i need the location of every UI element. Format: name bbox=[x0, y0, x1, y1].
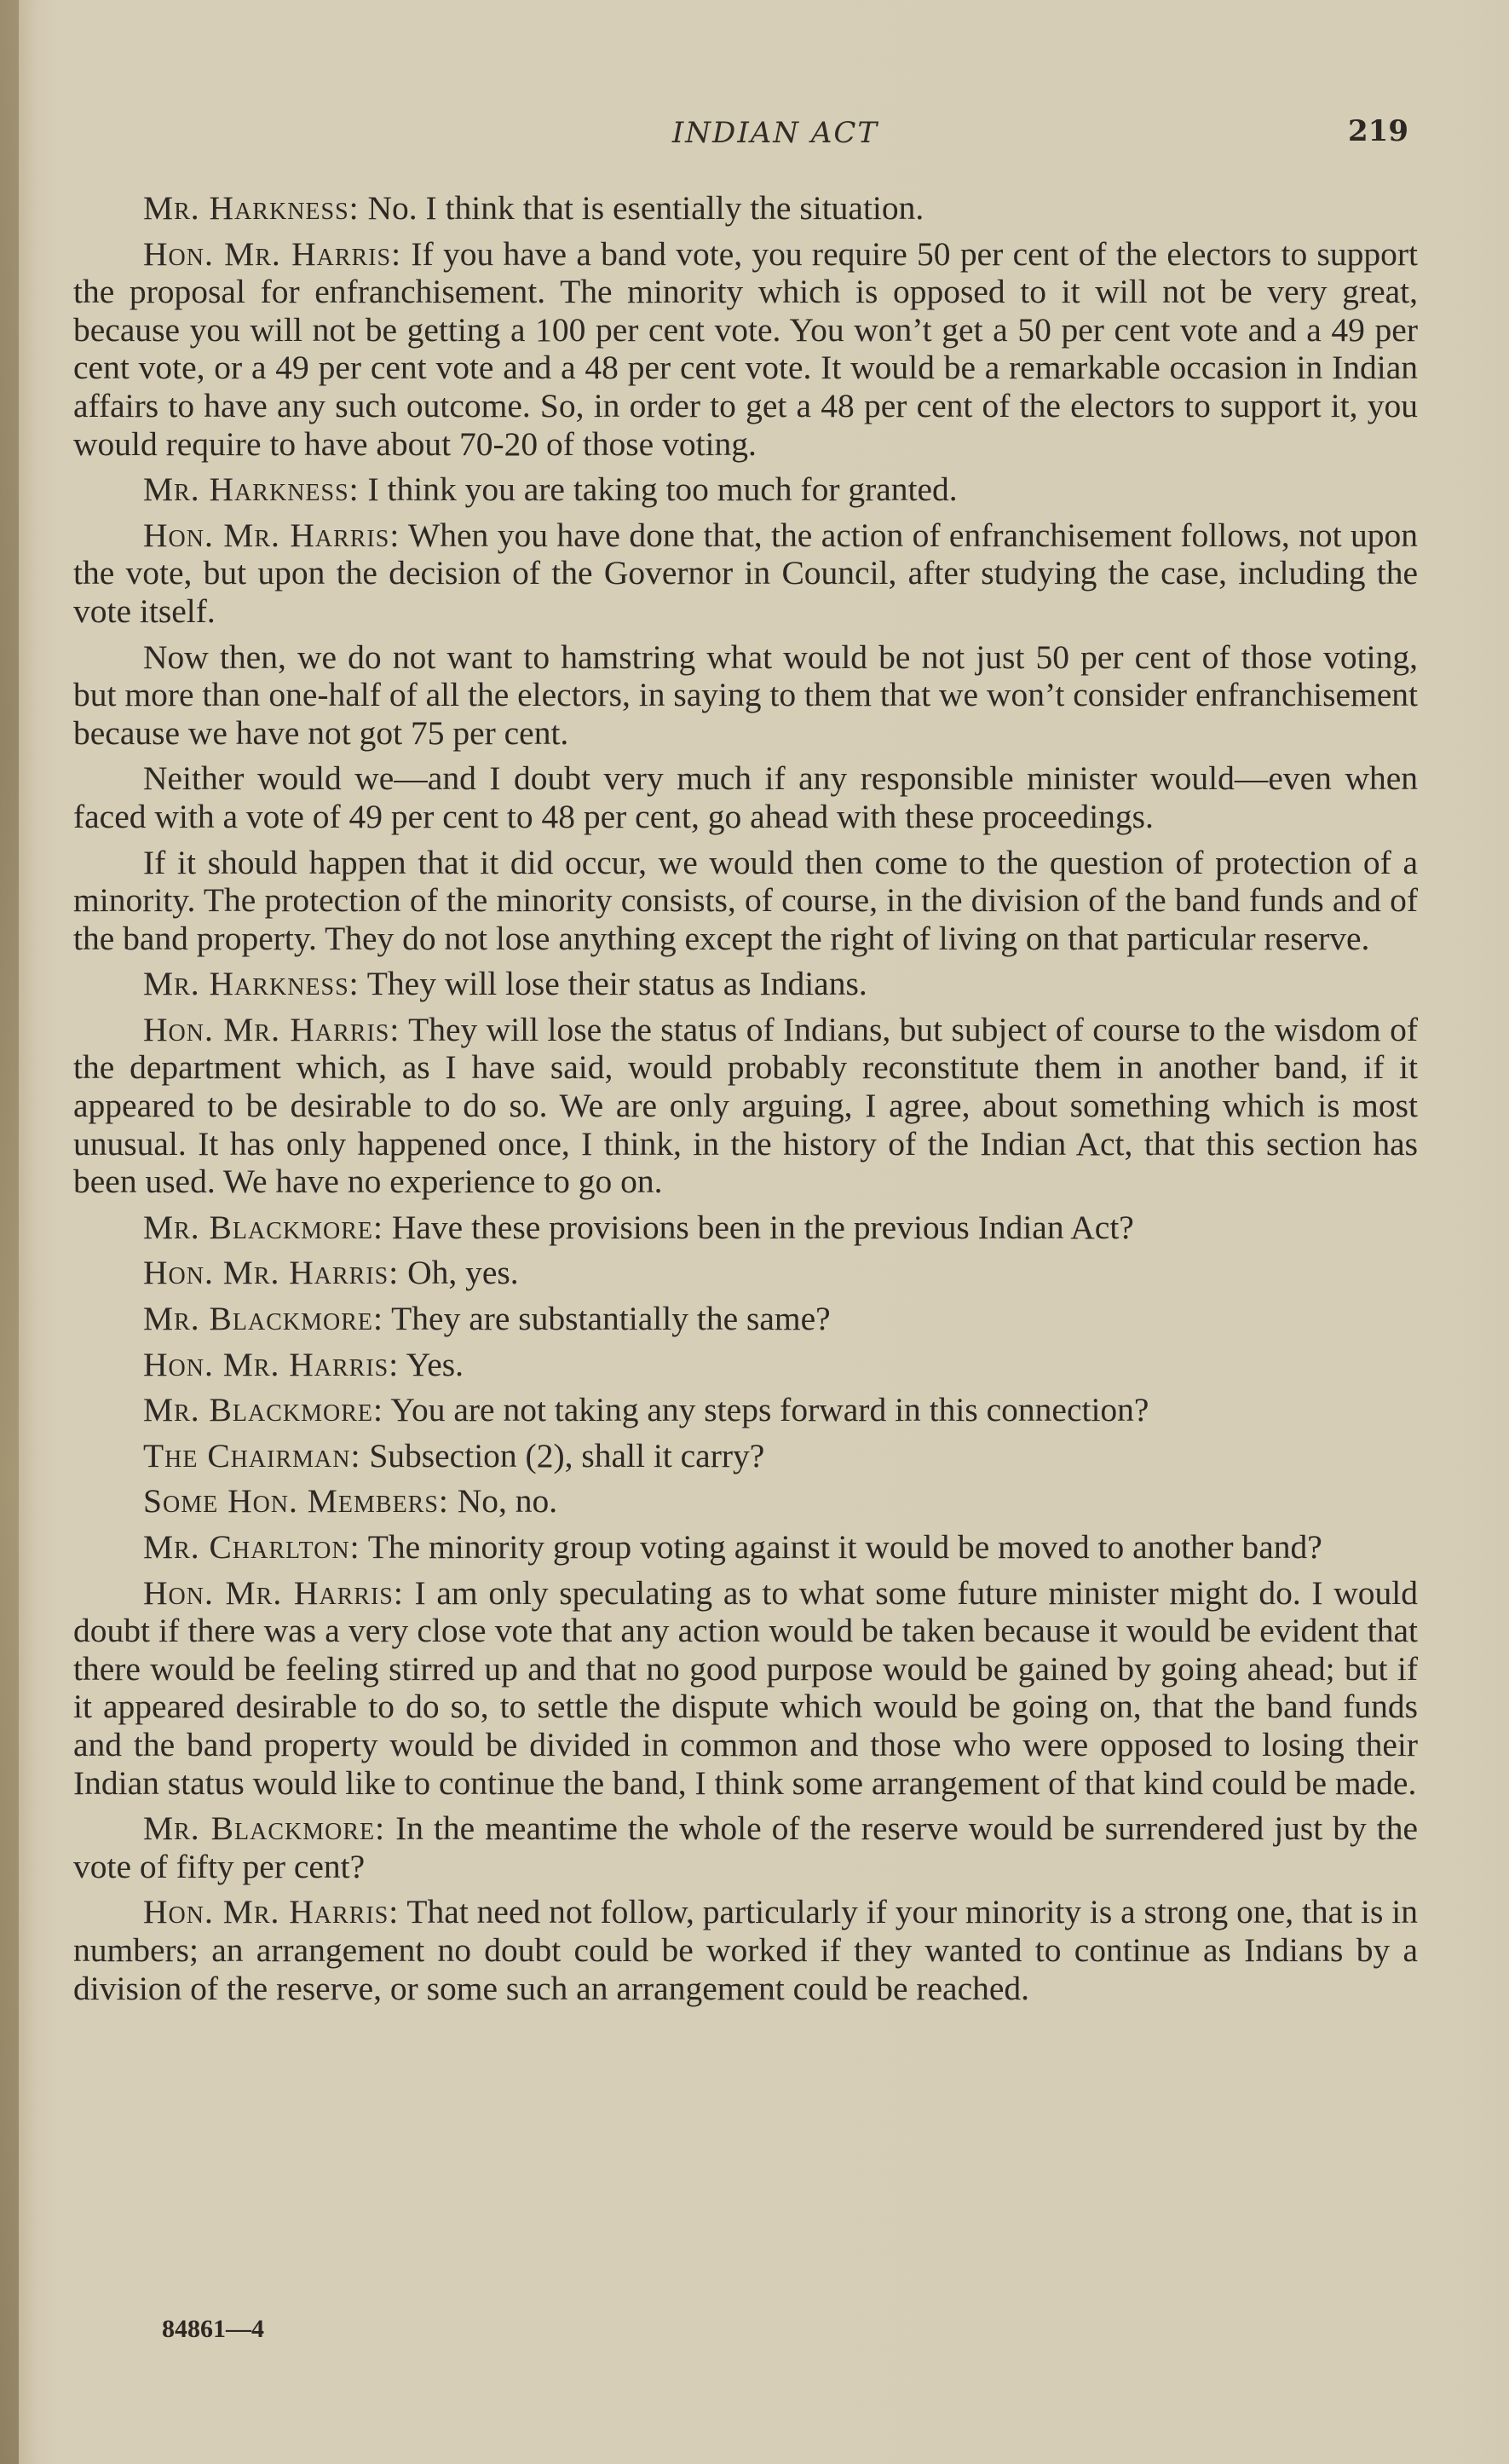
speaker-label: Mr. Blackmore: bbox=[143, 1391, 383, 1429]
speaker-label: Hon. Mr. Harris: bbox=[143, 1345, 400, 1383]
paragraph-4 bbox=[73, 516, 1418, 631]
speaker-label: Hon. Mr. Harris: bbox=[143, 234, 402, 273]
paragraph-text: Subsection (2), shall it carry? bbox=[360, 1436, 765, 1474]
running-title: INDIAN ACT bbox=[671, 116, 879, 150]
speaker-label: Hon. Mr. Harris: bbox=[143, 1010, 400, 1048]
paragraph-13 bbox=[73, 1346, 1418, 1384]
paragraph-text: Neither would we—and I doubt very much if any responsible minister would—even when faced with a vote of 49 per cent to 48 per cent, go ahead with these proceedings. bbox=[73, 759, 1418, 835]
paragraph-14 bbox=[73, 1391, 1418, 1429]
paragraph-text: In the meantime the whole of the reserve would be surrendered just by the vote of fifty per cent? bbox=[73, 1809, 1418, 1885]
speaker-label: Mr. Blackmore: bbox=[143, 1208, 383, 1246]
speaker-label: Mr. Harkness: bbox=[143, 965, 360, 1003]
speaker-label: Hon. Mr. Harris: bbox=[143, 1573, 404, 1612]
paragraph-text: If it should happen that it did occur, we would then come to the question of protection of a minority. The protection of the minority consists, of course, in the division of the band funds and of the band property. They do not lose anything except the right of living on that particular reserve. bbox=[73, 843, 1418, 957]
speaker-label: Some Hon. Members: bbox=[143, 1482, 449, 1521]
paragraph-5 bbox=[73, 638, 1418, 753]
paragraph-text: They will lose their status as Indians. bbox=[359, 965, 867, 1003]
paragraph-text: No, no. bbox=[448, 1482, 558, 1521]
paragraph-15 bbox=[73, 1437, 1418, 1475]
paragraph-text: They will lose the status of Indians, but subject of course to the wisdom of the department which, as I have said, would probably reconstitute them in another band, if it appeared to be desirable to do so. We are only arguing, I agree, about something which is most unusual. It has only happened once, I think, in the history of the Indian Act, that this section has been used. We have no experience to go on. bbox=[73, 1010, 1419, 1201]
paragraph-9 bbox=[73, 1011, 1418, 1201]
speaker-label: Hon. Mr. Harris: bbox=[143, 1254, 400, 1292]
speaker-label: Mr. Blackmore: bbox=[143, 1809, 386, 1848]
paragraph-text: Yes. bbox=[399, 1345, 464, 1383]
paragraph-text: Oh, yes. bbox=[399, 1254, 519, 1292]
speaker-label: Hon. Mr. Harris: bbox=[143, 1893, 400, 1931]
speaker-label: Mr. Charlton: bbox=[143, 1528, 360, 1566]
paragraph-2 bbox=[73, 235, 1418, 464]
paragraph-text: They are substantially the same? bbox=[383, 1300, 831, 1338]
paragraph-text: The minority group voting against it would be moved to another band? bbox=[360, 1528, 1322, 1566]
paragraph-text: I think you are taking too much for granted. bbox=[359, 470, 958, 509]
paragraph-text: You are not taking any steps forward in this connection? bbox=[383, 1391, 1149, 1429]
paragraph-text: Now then, we do not want to hamstring what would be not just 50 per cent of those voting, but more than one-half of all the electors, in saying to them that we won’t consider enfranchisement because we have not got 75 per cent. bbox=[73, 638, 1418, 752]
paragraph-3 bbox=[73, 470, 1418, 509]
speaker-label: Mr. Harkness: bbox=[143, 470, 360, 509]
speaker-label: Mr. Blackmore: bbox=[143, 1300, 383, 1338]
paragraph-text: When you have done that, the action of enfranchisement follows, not upon the vote, but upon the decision of the Governor in Council, after studying the case, including the vote itself. bbox=[73, 516, 1418, 630]
paragraph-text: That need not follow, particularly if your minority is a strong one, that is in numbers; an arrangement no doubt could be worked if they wanted to continue as Indians by a division of the reserve, or some such an arrangement could be reached. bbox=[73, 1893, 1419, 2007]
paragraph-text: I am only speculating as to what some future minister might do. I would doubt if there was a very close vote that any action would be taken because it would be evident that there would be feeling stirred up and that no good purpose would be gained by going ahead; but if it appeared desirable to do so, to settle the dispute which would be going on, that the band funds and the band property would be divided in common and those who were opposed to losing their Indian status would like to continue the band, I think some arrangement of that kind could be made. bbox=[73, 1573, 1418, 1802]
paragraph-19 bbox=[73, 1809, 1418, 1885]
paragraph-12 bbox=[73, 1300, 1418, 1338]
page-number: 219 bbox=[1348, 114, 1408, 148]
paragraph-20 bbox=[73, 1893, 1418, 2007]
transcript-body bbox=[73, 189, 1418, 2015]
paragraph-10 bbox=[73, 1209, 1418, 1247]
paragraph-6 bbox=[73, 759, 1418, 835]
paragraph-18 bbox=[73, 1574, 1418, 1803]
paragraph-text: Have these provisions been in the previous Indian Act? bbox=[383, 1208, 1134, 1246]
paragraph-text: If you have a band vote, you require 50 per cent of the electors to support the proposal for enfranchisement. The minority which is opposed to it will not be very great, because you will not be getting a 100 per cent vote. You won’t get a 50 per cent vote and a 49 per cent vote, or a 49 per cent vote and a 48 per cent vote. It would be a remarkable occasion in Indian affairs to have any such outcome. So, in order to get a 48 per cent of the electors to support it, you would require to have about 70-20 of those voting. bbox=[73, 234, 1419, 463]
paragraph-text: No. I think that is esentially the situation. bbox=[359, 189, 924, 227]
signature-code: 84861—4 bbox=[162, 2315, 264, 2343]
paragraph-16 bbox=[73, 1482, 1418, 1521]
speaker-label: The Chairman: bbox=[143, 1436, 361, 1474]
paragraph-17 bbox=[73, 1528, 1418, 1567]
paragraph-11 bbox=[73, 1254, 1418, 1292]
binding-edge bbox=[0, 0, 19, 2464]
speaker-label: Hon. Mr. Harris: bbox=[143, 516, 400, 554]
speaker-label: Mr. Harkness: bbox=[143, 189, 360, 227]
paragraph-7 bbox=[73, 844, 1418, 958]
paragraph-8 bbox=[73, 965, 1418, 1003]
paragraph-1 bbox=[73, 189, 1418, 228]
